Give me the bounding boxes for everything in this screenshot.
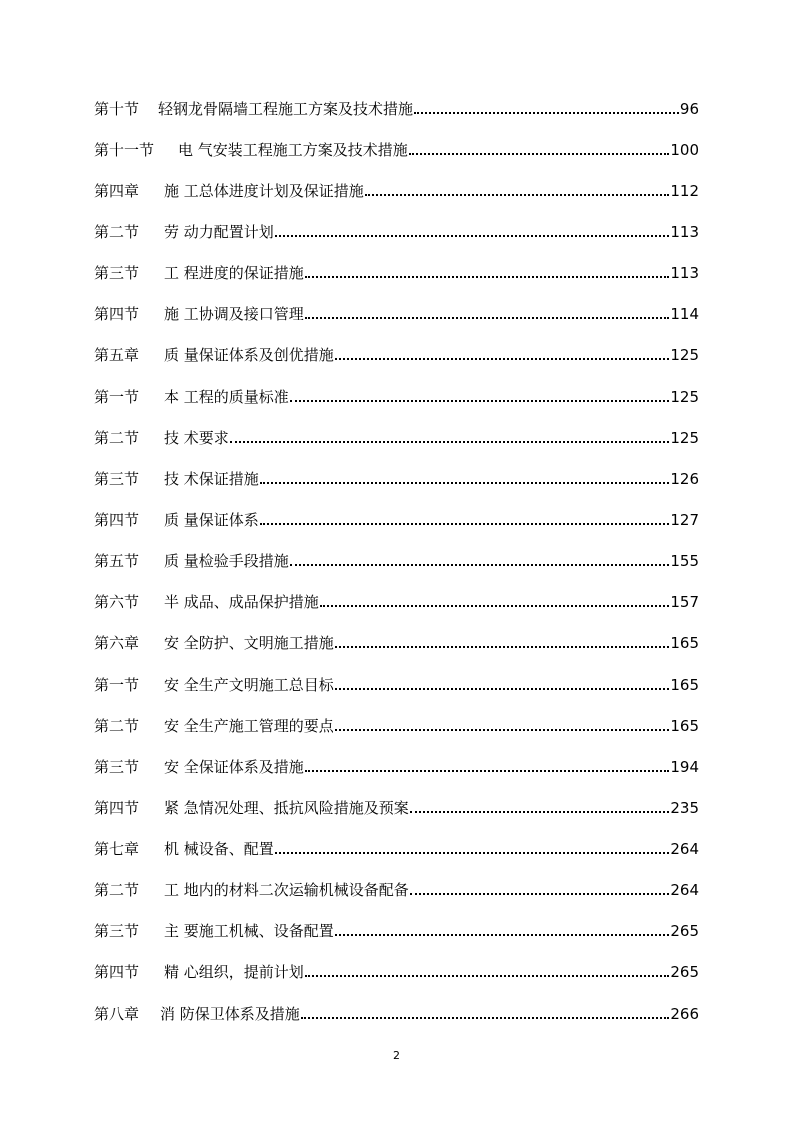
toc-entry-number: 第二节 — [94, 429, 140, 447]
toc-entry-title: 劳 动力配置计划 — [164, 223, 274, 241]
toc-entry-page: 126 — [670, 470, 699, 488]
toc-entry[interactable] — [94, 506, 699, 530]
toc-entry-page: 127 — [670, 511, 699, 529]
toc-entry-title: 主 要施工机械、设备配置 — [164, 922, 334, 940]
dot-leader — [290, 400, 670, 402]
toc-entry-number: 第一节 — [94, 388, 140, 406]
toc-entry[interactable] — [94, 300, 699, 324]
dot-leader — [260, 523, 670, 525]
dot-leader — [260, 482, 670, 484]
dot-leader — [305, 975, 670, 977]
dot-leader — [414, 112, 679, 114]
toc-entry-page: 266 — [670, 1005, 699, 1023]
toc-entry-number: 第六节 — [94, 593, 140, 611]
toc-entry-title: 安 全防护、文明施工措施 — [164, 634, 334, 652]
toc-entry-title: 消 防保卫体系及措施 — [160, 1005, 300, 1023]
toc-entry-number: 第五节 — [94, 552, 140, 570]
toc-entry-title: 电 气安装工程施工方案及技术措施 — [178, 141, 408, 159]
dot-leader — [305, 770, 670, 772]
toc-entry-number: 第十一节 — [94, 141, 155, 159]
toc-entry-title: 施 工协调及接口管理 — [164, 305, 304, 323]
toc-entry-number: 第三节 — [94, 758, 140, 776]
toc-entry-page: 165 — [670, 717, 699, 735]
dot-leader — [290, 564, 670, 566]
toc-entry-number: 第六章 — [94, 634, 140, 652]
toc-entry-page: 264 — [670, 840, 699, 858]
toc-entry-title: 质 量保证体系及创优措施 — [164, 346, 334, 364]
toc-entry-title: 工 地内的材料二次运输机械设备配备 — [164, 881, 409, 899]
toc-entry[interactable] — [94, 547, 699, 571]
toc-entry-title: 技 术要求 — [164, 429, 229, 447]
toc-entry-number: 第五章 — [94, 346, 140, 364]
dot-leader — [365, 194, 670, 196]
toc-entry[interactable] — [94, 671, 699, 695]
toc-entry-number: 第三节 — [94, 264, 140, 282]
toc-entry-page: 265 — [670, 922, 699, 940]
toc-entry[interactable] — [94, 629, 699, 653]
dot-leader — [410, 893, 670, 895]
toc-entry-page: 113 — [670, 223, 699, 241]
dot-leader — [305, 317, 670, 319]
toc-entry-number: 第七章 — [94, 840, 140, 858]
toc-entry-title: 机 械设备、配置 — [164, 840, 274, 858]
toc-entry-number: 第四节 — [94, 963, 140, 981]
dot-leader — [335, 646, 670, 648]
toc-entry[interactable] — [94, 794, 699, 818]
toc-entry-number: 第四节 — [94, 799, 140, 817]
page-number: 2 — [393, 1049, 400, 1062]
toc-entry-page: 113 — [670, 264, 699, 282]
toc-entry-title: 技 术保证措施 — [164, 470, 259, 488]
toc-entry-title: 安 全生产施工管理的要点 — [164, 717, 334, 735]
toc-entry-number: 第一节 — [94, 676, 140, 694]
dot-leader — [335, 358, 670, 360]
toc-entry-page: 125 — [670, 429, 699, 447]
toc-entry-title: 本 工程的质量标准 — [164, 388, 289, 406]
toc-entry[interactable] — [94, 136, 699, 160]
toc-entry-title: 安 全生产文明施工总目标 — [164, 676, 334, 694]
toc-entry-page: 265 — [670, 963, 699, 981]
toc-entry[interactable] — [94, 958, 699, 982]
toc-entry[interactable] — [94, 341, 699, 365]
dot-leader — [320, 605, 670, 607]
toc-entry-title: 施 工总体进度计划及保证措施 — [164, 182, 364, 200]
dot-leader — [335, 934, 670, 936]
toc-entry-number: 第二节 — [94, 223, 140, 241]
dot-leader — [275, 852, 670, 854]
dot-leader — [275, 235, 670, 237]
toc-entry[interactable] — [94, 712, 699, 736]
toc-entry-title: 轻钢龙骨隔墙工程施工方案及技术措施 — [158, 100, 414, 118]
dot-leader — [335, 688, 670, 690]
toc-entry-number: 第四节 — [94, 511, 140, 529]
toc-entry-title: 质 量保证体系 — [164, 511, 259, 529]
dot-leader — [305, 276, 670, 278]
toc-entry-title: 精 心组织，提前计划 — [164, 963, 304, 981]
toc-entry-number: 第二节 — [94, 881, 140, 899]
toc-entry-page: 264 — [670, 881, 699, 899]
dot-leader — [301, 1017, 670, 1019]
toc-entry-page: 100 — [670, 141, 699, 159]
toc-entry-page: 235 — [670, 799, 699, 817]
toc-entry-page: 125 — [670, 388, 699, 406]
toc-entry-title: 工 程进度的保证措施 — [164, 264, 304, 282]
toc-entry-page: 165 — [670, 676, 699, 694]
toc-entry-title: 紧 急情况处理、抵抗风险措施及预案 — [164, 799, 409, 817]
toc-entry-title: 半 成品、成品保护措施 — [164, 593, 319, 611]
toc-entry-number: 第四章 — [94, 182, 140, 200]
toc-entry[interactable] — [94, 1000, 699, 1024]
toc-entry[interactable] — [94, 424, 699, 448]
toc-entry-page: 96 — [679, 100, 699, 118]
dot-leader — [335, 729, 670, 731]
toc-entry-page: 157 — [670, 593, 699, 611]
toc-entry[interactable] — [94, 177, 699, 201]
toc-entry[interactable] — [94, 465, 699, 489]
toc-entry[interactable] — [94, 259, 699, 283]
toc-entry-number: 第十节 — [94, 100, 140, 118]
toc-entry-number: 第三节 — [94, 922, 140, 940]
toc-entry-number: 第四节 — [94, 305, 140, 323]
toc-entry-page: 155 — [670, 552, 699, 570]
toc-entry-page: 112 — [670, 182, 699, 200]
dot-leader — [410, 811, 670, 813]
dot-leader — [230, 441, 670, 443]
toc-entry[interactable] — [94, 383, 699, 407]
toc-entry-number: 第二节 — [94, 717, 140, 735]
toc-entry-title: 质 量检验手段措施 — [164, 552, 289, 570]
toc-entry-page: 125 — [670, 346, 699, 364]
toc-entry-number: 第三节 — [94, 470, 140, 488]
toc-entry-page: 165 — [670, 634, 699, 652]
toc-entry[interactable] — [94, 218, 699, 242]
toc-entry[interactable] — [94, 835, 699, 859]
toc-entry[interactable] — [94, 876, 699, 900]
toc-entry[interactable] — [94, 917, 699, 941]
toc-entry-number: 第八章 — [94, 1005, 140, 1023]
toc-entry[interactable] — [94, 588, 699, 612]
toc-entry-page: 114 — [670, 305, 699, 323]
toc-entry[interactable] — [94, 95, 699, 119]
dot-leader — [409, 153, 670, 155]
toc-entry[interactable] — [94, 753, 699, 777]
toc-entry-title: 安 全保证体系及措施 — [164, 758, 304, 776]
toc-entry-page: 194 — [670, 758, 699, 776]
